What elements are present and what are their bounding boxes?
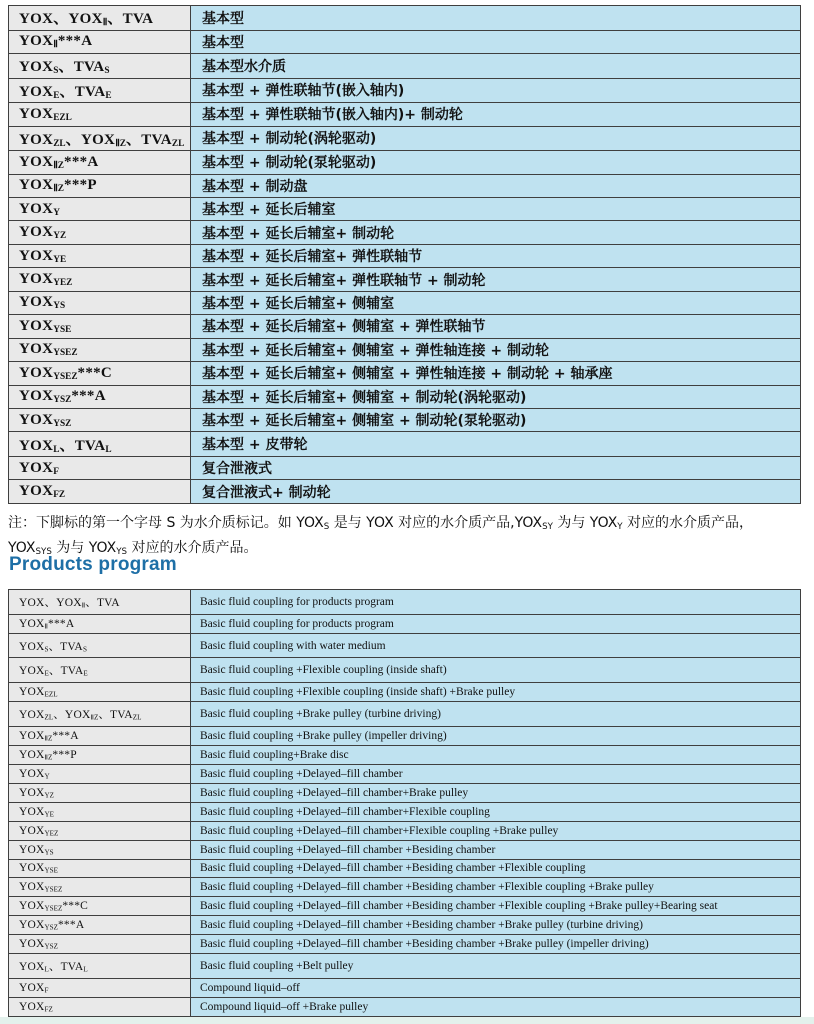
table-row bbox=[9, 764, 801, 783]
model-cell bbox=[9, 745, 191, 764]
text-segment: ***A bbox=[71, 388, 106, 405]
model-subscript: SY bbox=[542, 521, 553, 532]
table-row bbox=[9, 802, 801, 821]
model-subscript: L bbox=[83, 965, 88, 974]
model-subscript: YS bbox=[116, 546, 128, 557]
model-subscript: YSEZ bbox=[44, 885, 63, 894]
model-subscript: YE bbox=[44, 810, 55, 819]
text-segment: 、TVA bbox=[59, 437, 106, 454]
model-subscript: E bbox=[105, 90, 112, 101]
text-segment: YOX bbox=[19, 33, 54, 50]
text-segment: YOX bbox=[19, 388, 54, 405]
model-cell bbox=[9, 315, 191, 338]
text-segment: YOX bbox=[19, 294, 54, 311]
text-segment: YOX bbox=[19, 640, 45, 653]
text-segment: ***P bbox=[64, 177, 97, 194]
model-subscript: YE bbox=[53, 254, 67, 265]
model-subscript: YSEZ bbox=[53, 348, 78, 359]
text-segment: YOX bbox=[19, 459, 54, 476]
text-segment: YOX bbox=[19, 131, 54, 148]
text-segment: YOX bbox=[19, 617, 45, 630]
model-cell bbox=[9, 268, 191, 291]
table-row bbox=[9, 221, 801, 244]
text-segment: YOX bbox=[19, 938, 45, 951]
table-row bbox=[9, 590, 801, 615]
description-cell: Basic fluid coupling +Brake pulley (turbine driving) bbox=[191, 702, 801, 727]
text-segment: YOX bbox=[19, 786, 45, 799]
text-segment: 、YOX bbox=[65, 131, 116, 148]
description-cell: Compound liquid–off +Brake pulley bbox=[191, 997, 801, 1016]
model-subscript: S bbox=[53, 66, 59, 77]
description-cell: 基本型 + 延长后辅室+ 弹性联轴节 + 制动轮 bbox=[191, 268, 801, 291]
model-cell bbox=[9, 726, 191, 745]
text-segment: 对应的水介质产品， bbox=[622, 515, 754, 531]
table-row bbox=[9, 878, 801, 897]
table-row bbox=[9, 456, 801, 479]
model-subscript: Ⅱ bbox=[102, 18, 108, 29]
text-segment: YOX bbox=[19, 843, 45, 856]
text-segment: ***A bbox=[48, 617, 75, 630]
model-cell bbox=[9, 54, 191, 79]
table-row bbox=[9, 291, 801, 314]
model-cell bbox=[9, 878, 191, 897]
text-segment: 、TVA bbox=[85, 596, 120, 609]
description-cell: Basic fluid coupling +Delayed–fill chamber+Flexible coupling +Brake pulley bbox=[191, 821, 801, 840]
model-subscript: Ⅱ bbox=[44, 622, 49, 631]
description-cell: 基本型 + 延长后辅室+ 侧辅室 + 制动轮(涡轮驱动) bbox=[191, 385, 801, 408]
table-row bbox=[9, 614, 801, 633]
model-subscript: YS bbox=[44, 848, 54, 857]
model-cell bbox=[9, 221, 191, 244]
note-line-1 bbox=[8, 511, 808, 536]
model-cell bbox=[9, 30, 191, 53]
model-subscript: ⅡZ bbox=[90, 713, 99, 722]
description-cell: Basic fluid coupling +Flexible coupling (inside shaft) bbox=[191, 658, 801, 683]
description-cell: 复合泄液式+ 制动轮 bbox=[191, 480, 801, 504]
model-cell bbox=[9, 978, 191, 997]
model-subscript: F bbox=[44, 986, 49, 995]
model-cell bbox=[9, 362, 191, 385]
description-cell: 基本型 + 皮带轮 bbox=[191, 432, 801, 457]
description-cell: 基本型 + 延长后辅室+ 侧辅室 bbox=[191, 291, 801, 314]
model-subscript: S bbox=[44, 645, 49, 654]
text-segment: YOX bbox=[19, 247, 54, 264]
model-cell bbox=[9, 198, 191, 221]
model-subscript: ⅡZ bbox=[115, 138, 126, 149]
model-subscript: ⅡZ bbox=[53, 184, 65, 195]
description-cell: Basic fluid coupling +Delayed–fill chamber bbox=[191, 764, 801, 783]
model-subscript: YEZ bbox=[53, 278, 73, 289]
model-cell bbox=[9, 840, 191, 859]
text-segment: ***C bbox=[62, 900, 89, 913]
model-cell bbox=[9, 456, 191, 479]
model-cell bbox=[9, 954, 191, 979]
text-segment: 、TVA bbox=[48, 961, 84, 974]
table-row bbox=[9, 244, 801, 267]
table-row bbox=[9, 935, 801, 954]
description-cell: 基本型 + 弹性联轴节(嵌入轴内)+ 制动轮 bbox=[191, 103, 801, 126]
table-row bbox=[9, 30, 801, 53]
model-cell bbox=[9, 151, 191, 174]
model-cell bbox=[9, 702, 191, 727]
model-subscript: E bbox=[53, 90, 60, 101]
text-segment: YOX bbox=[19, 862, 45, 875]
model-subscript: ZL bbox=[171, 138, 185, 149]
text-segment: YOX、YOX bbox=[19, 596, 82, 609]
model-cell bbox=[9, 291, 191, 314]
table-row bbox=[9, 859, 801, 878]
model-subscript: YSZ bbox=[53, 395, 72, 406]
en-model-table bbox=[8, 589, 801, 1017]
model-cell bbox=[9, 126, 191, 151]
table-row bbox=[9, 432, 801, 457]
text-segment: YOX bbox=[19, 919, 45, 932]
description-cell: Basic fluid coupling +Delayed–fill chamber +Besiding chamber bbox=[191, 840, 801, 859]
model-subscript: Ⅱ bbox=[53, 40, 58, 51]
model-subscript: S bbox=[104, 66, 110, 77]
text-segment: YOX bbox=[19, 177, 54, 194]
model-subscript: YSE bbox=[53, 324, 72, 335]
model-subscript: YSZ bbox=[53, 418, 72, 429]
text-segment: YOX bbox=[19, 805, 45, 818]
text-segment: YOX bbox=[19, 105, 54, 122]
text-segment: YOX bbox=[19, 665, 45, 678]
text-segment: 、TVA bbox=[125, 131, 172, 148]
model-subscript: YSEZ bbox=[53, 371, 78, 382]
model-cell bbox=[9, 802, 191, 821]
text-segment: YOX bbox=[19, 881, 45, 894]
table-row bbox=[9, 916, 801, 935]
description-cell: Basic fluid coupling +Belt pulley bbox=[191, 954, 801, 979]
model-cell bbox=[9, 480, 191, 504]
text-segment: YOX bbox=[19, 767, 45, 780]
model-cell bbox=[9, 78, 191, 103]
table-row bbox=[9, 408, 801, 431]
table-row bbox=[9, 821, 801, 840]
text-segment: 为与 YOX bbox=[51, 540, 117, 556]
model-subscript: YZ bbox=[44, 791, 55, 800]
model-subscript: YS bbox=[53, 301, 66, 312]
model-subscript: YSZ bbox=[44, 923, 58, 932]
text-segment: YOX bbox=[8, 540, 36, 556]
description-cell: 基本型 + 延长后辅室+ 侧辅室 + 弹性轴连接 + 制动轮 + 轴承座 bbox=[191, 362, 801, 385]
description-cell: 基本型 bbox=[191, 6, 801, 31]
model-subscript: YEZ bbox=[44, 829, 59, 838]
text-segment: YOX bbox=[19, 961, 45, 974]
model-subscript: Ⅱ bbox=[81, 601, 86, 610]
text-segment: ***C bbox=[77, 364, 113, 381]
text-segment: 注：下脚标的第一个字母 S 为水介质标记。如 YOX bbox=[8, 515, 324, 531]
text-segment: ***A bbox=[57, 919, 85, 932]
table-row bbox=[9, 658, 801, 683]
model-subscript: S bbox=[323, 521, 330, 532]
model-subscript: ⅡZ bbox=[44, 753, 53, 762]
model-subscript: FZ bbox=[44, 1005, 53, 1014]
text-segment: YOX bbox=[19, 1000, 45, 1013]
description-cell: 基本型 + 延长后辅室+ 弹性联轴节 bbox=[191, 244, 801, 267]
description-cell: 基本型 + 制动轮(涡轮驱动) bbox=[191, 126, 801, 151]
model-subscript: L bbox=[53, 444, 60, 455]
description-cell: Basic fluid coupling +Delayed–fill chamber+Brake pulley bbox=[191, 783, 801, 802]
table-row bbox=[9, 54, 801, 79]
model-cell bbox=[9, 859, 191, 878]
description-cell: Compound liquid–off bbox=[191, 978, 801, 997]
text-segment: YOX bbox=[19, 83, 54, 100]
table-row bbox=[9, 338, 801, 361]
description-cell: 基本型 + 延长后辅室+ 侧辅室 + 弹性联轴节 bbox=[191, 315, 801, 338]
table-row bbox=[9, 78, 801, 103]
model-cell bbox=[9, 633, 191, 658]
model-cell bbox=[9, 764, 191, 783]
text-segment: YOX bbox=[19, 341, 54, 358]
text-segment: YOX bbox=[19, 483, 54, 500]
description-cell: Basic fluid coupling+Brake disc bbox=[191, 745, 801, 764]
model-cell bbox=[9, 614, 191, 633]
table-row bbox=[9, 385, 801, 408]
table-row bbox=[9, 268, 801, 291]
model-subscript: EZL bbox=[44, 690, 58, 699]
table-row bbox=[9, 6, 801, 31]
description-cell: 基本型 + 延长后辅室 bbox=[191, 198, 801, 221]
description-cell: Basic fluid coupling +Delayed–fill chamber +Besiding chamber +Brake pulley (turbine driving) bbox=[191, 916, 801, 935]
text-segment: 、TVA bbox=[59, 83, 106, 100]
description-cell: Basic fluid coupling +Delayed–fill chamber+Flexible coupling bbox=[191, 802, 801, 821]
description-cell: Basic fluid coupling for products program bbox=[191, 590, 801, 615]
text-segment: YOX bbox=[19, 900, 45, 913]
model-subscript: Y bbox=[44, 772, 50, 781]
model-subscript: YSE bbox=[44, 867, 58, 876]
table-row bbox=[9, 151, 801, 174]
model-subscript: S bbox=[82, 645, 87, 654]
text-segment: YOX bbox=[19, 709, 45, 722]
model-cell bbox=[9, 432, 191, 457]
text-segment: YOX、YOX bbox=[19, 11, 103, 28]
text-segment: ***A bbox=[64, 153, 99, 170]
text-segment: YOX bbox=[19, 200, 54, 217]
model-cell bbox=[9, 6, 191, 31]
description-cell: Basic fluid coupling +Flexible coupling (inside shaft) +Brake pulley bbox=[191, 683, 801, 702]
model-cell bbox=[9, 174, 191, 197]
table-row bbox=[9, 103, 801, 126]
table-row bbox=[9, 978, 801, 997]
model-cell bbox=[9, 821, 191, 840]
model-cell bbox=[9, 408, 191, 431]
table-row bbox=[9, 174, 801, 197]
text-segment: YOX bbox=[19, 317, 54, 334]
text-segment: 、TVA bbox=[98, 709, 133, 722]
description-cell: 基本型 + 弹性联轴节(嵌入轴内) bbox=[191, 78, 801, 103]
cn-model-table bbox=[8, 5, 801, 504]
text-segment: 、TVA bbox=[107, 11, 154, 28]
model-cell bbox=[9, 783, 191, 802]
description-cell: 基本型 + 制动轮(泵轮驱动) bbox=[191, 151, 801, 174]
text-segment: YOX bbox=[19, 224, 54, 241]
description-cell: 基本型 + 延长后辅室+ 侧辅室 + 制动轮(泵轮驱动) bbox=[191, 408, 801, 431]
model-subscript: Y bbox=[617, 521, 623, 532]
model-subscript: L bbox=[105, 444, 112, 455]
model-subscript: ⅡZ bbox=[53, 160, 65, 171]
description-cell: Basic fluid coupling +Delayed–fill chamber +Besiding chamber +Flexible coupling +Brake pulley+Bearing seat bbox=[191, 897, 801, 916]
text-segment: YOX bbox=[19, 729, 45, 742]
text-segment: YOX bbox=[19, 271, 54, 288]
text-segment: ***A bbox=[52, 729, 79, 742]
text-segment: YOX bbox=[19, 437, 54, 454]
description-cell: Basic fluid coupling +Delayed–fill chamber +Besiding chamber +Flexible coupling +Brake pulley bbox=[191, 878, 801, 897]
text-segment: YOX bbox=[19, 686, 45, 699]
model-subscript: L bbox=[44, 965, 49, 974]
model-subscript: ZL bbox=[44, 713, 54, 722]
model-subscript: Y bbox=[53, 207, 60, 218]
text-segment: ***A bbox=[57, 33, 93, 50]
text-segment: 、TVA bbox=[58, 59, 105, 76]
description-cell: 基本型水介质 bbox=[191, 54, 801, 79]
text-segment: ***P bbox=[52, 748, 77, 761]
text-segment: 为与 YOX bbox=[552, 515, 618, 531]
table-row bbox=[9, 897, 801, 916]
table-row bbox=[9, 783, 801, 802]
description-cell: 基本型 + 延长后辅室+ 侧辅室 + 弹性轴连接 + 制动轮 bbox=[191, 338, 801, 361]
text-segment: YOX bbox=[19, 824, 45, 837]
products-program-heading: Products program bbox=[9, 554, 177, 575]
table-row bbox=[9, 954, 801, 979]
text-segment: YOX bbox=[19, 411, 54, 428]
model-subscript: SYS bbox=[35, 546, 52, 557]
model-subscript: E bbox=[44, 669, 49, 678]
model-cell bbox=[9, 385, 191, 408]
table-row bbox=[9, 480, 801, 504]
text-segment: 、YOX bbox=[53, 709, 91, 722]
text-segment: YOX bbox=[19, 364, 54, 381]
model-subscript: ZL bbox=[53, 138, 66, 149]
model-subscript: YSEZ bbox=[44, 904, 63, 913]
description-cell: Basic fluid coupling with water medium bbox=[191, 633, 801, 658]
model-cell bbox=[9, 683, 191, 702]
page-bottom-strip bbox=[0, 1017, 814, 1024]
model-cell bbox=[9, 997, 191, 1016]
model-cell bbox=[9, 897, 191, 916]
table-row bbox=[9, 726, 801, 745]
model-subscript: YZ bbox=[53, 231, 67, 242]
model-subscript: ZL bbox=[132, 713, 142, 722]
description-cell: 基本型 bbox=[191, 30, 801, 53]
text-segment: YOX bbox=[19, 981, 45, 994]
model-subscript: YSZ bbox=[44, 942, 58, 951]
text-segment: 是与 YOX 对应的水介质产品,YOX bbox=[329, 515, 543, 531]
table-row bbox=[9, 997, 801, 1016]
description-cell: Basic fluid coupling for products program bbox=[191, 614, 801, 633]
model-cell bbox=[9, 244, 191, 267]
model-cell bbox=[9, 338, 191, 361]
text-segment: YOX bbox=[19, 153, 54, 170]
text-segment: 、TVA bbox=[48, 640, 83, 653]
table-row bbox=[9, 840, 801, 859]
model-cell bbox=[9, 935, 191, 954]
model-subscript: F bbox=[53, 466, 59, 477]
model-cell bbox=[9, 658, 191, 683]
model-subscript: E bbox=[83, 669, 88, 678]
model-cell bbox=[9, 590, 191, 615]
text-segment: 对应的水介质产品。 bbox=[127, 540, 258, 556]
table-row bbox=[9, 745, 801, 764]
text-segment: YOX bbox=[19, 59, 54, 76]
model-cell bbox=[9, 103, 191, 126]
table-row bbox=[9, 126, 801, 151]
description-cell: Basic fluid coupling +Delayed–fill chamber +Besiding chamber +Flexible coupling bbox=[191, 859, 801, 878]
model-subscript: EZL bbox=[53, 112, 72, 123]
table-row bbox=[9, 702, 801, 727]
table-row bbox=[9, 633, 801, 658]
description-cell: 复合泄液式 bbox=[191, 456, 801, 479]
model-cell bbox=[9, 916, 191, 935]
text-segment: YOX bbox=[19, 748, 45, 761]
description-cell: Basic fluid coupling +Brake pulley (impeller driving) bbox=[191, 726, 801, 745]
table-row bbox=[9, 362, 801, 385]
description-cell: 基本型 + 制动盘 bbox=[191, 174, 801, 197]
description-cell: 基本型 + 延长后辅室+ 制动轮 bbox=[191, 221, 801, 244]
table-row bbox=[9, 683, 801, 702]
table-row bbox=[9, 198, 801, 221]
table-row bbox=[9, 315, 801, 338]
text-segment: 、TVA bbox=[48, 665, 84, 678]
model-subscript: ⅡZ bbox=[44, 734, 53, 743]
description-cell: Basic fluid coupling +Delayed–fill chamber +Besiding chamber +Brake pulley (impeller driving) bbox=[191, 935, 801, 954]
model-subscript: FZ bbox=[53, 490, 66, 501]
